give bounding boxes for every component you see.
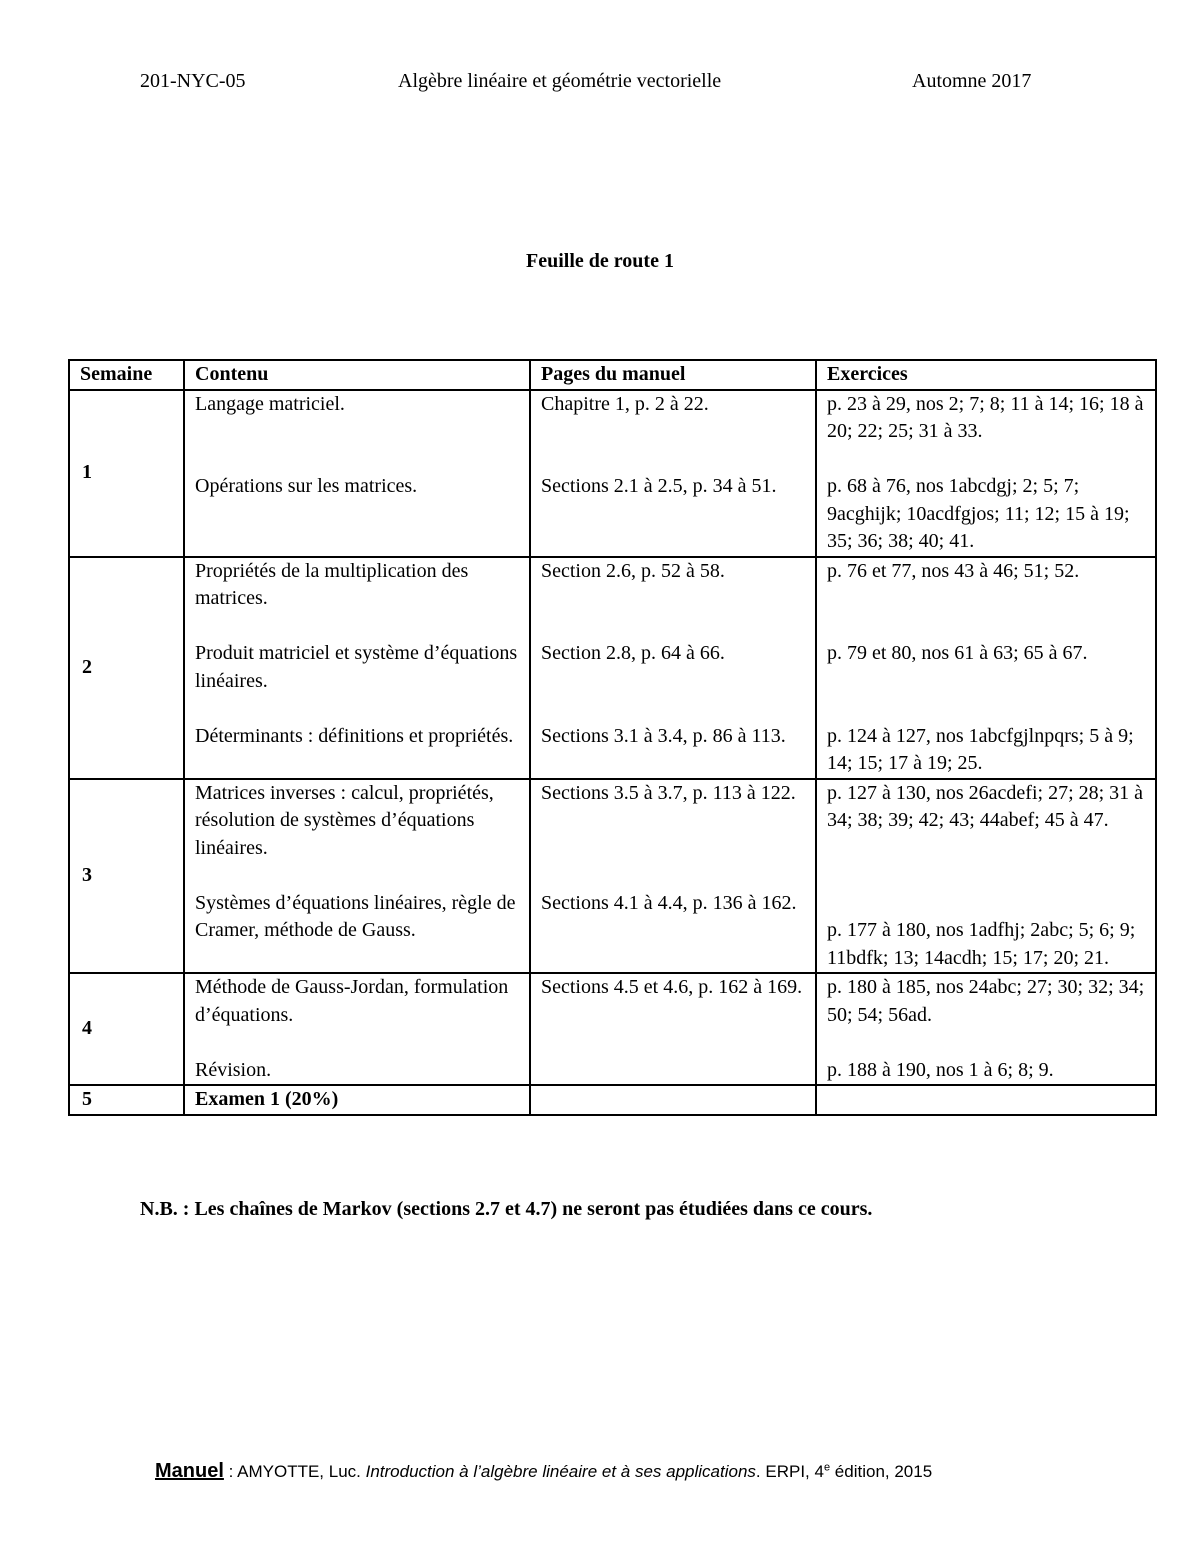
content-item: Méthode de Gauss-Jordan, formulation d’équations. [195, 976, 509, 1026]
content-cell [184, 973, 530, 1085]
week-number: 4 [69, 973, 184, 1085]
footer-edition: édition, 2015 [830, 1462, 933, 1481]
table-row [69, 1085, 1156, 1115]
exercises-item: p. 180 à 185, nos 24abc; 27; 30; 32; 34; 50; 54; 56ad. [827, 976, 1145, 1026]
exercises-cell [816, 779, 1156, 974]
exercises-cell [816, 1085, 1156, 1115]
note: N.B. : Les chaînes de Markov (sections 2.7 et 4.7) ne seront pas étudiées dans ce cours. [140, 1198, 873, 1220]
header-week: Semaine [69, 360, 184, 390]
exam-cell: Examen 1 (20%) [184, 1085, 530, 1115]
footer-publisher: . ERPI, 4 [755, 1462, 824, 1481]
pages-item: Sections 4.1 à 4.4, p. 136 à 162. [541, 891, 797, 914]
week-number: 3 [69, 779, 184, 974]
footer-reference [155, 1460, 932, 1483]
footer-book-title: Introduction à l’algèbre linéaire et à ses applications [365, 1462, 756, 1481]
pages-item: Chapitre 1, p. 2 à 22. [541, 392, 709, 415]
content-cell [184, 557, 530, 779]
footer-author: AMYOTTE, Luc. [237, 1462, 366, 1481]
exercises-item: p. 68 à 76, nos 1abcdgj; 2; 5; 7; 9acghijk; 10acdfgjos; 11; 12; 15 à 19; 35; 36; 38; 40; 41. [827, 475, 1130, 552]
footer-edition-sup: e [823, 1461, 831, 1474]
exercises-item: p. 124 à 127, nos 1abcfgjlnpqrs; 5 à 9; 14; 15; 17 à 19; 25. [827, 724, 1134, 774]
week-number: 2 [69, 557, 184, 779]
course-code: 201-NYC-05 [140, 70, 246, 92]
pages-cell [530, 973, 816, 1085]
content-item: Matrices inverses : calcul, propriétés, résolution de systèmes d’équations linéaires. [195, 781, 494, 859]
footer-label: Manuel [155, 1460, 224, 1482]
exercises-cell [816, 557, 1156, 779]
pages-item: Sections 3.1 à 3.4, p. 86 à 113. [541, 724, 786, 747]
pages-item: Sections 4.5 et 4.6, p. 162 à 169. [541, 976, 803, 998]
pages-item: Section 2.8, p. 64 à 66. [541, 642, 725, 664]
pages-cell [530, 779, 816, 974]
pages-cell [530, 390, 816, 557]
content-item: Langage matriciel. [195, 392, 345, 415]
document-title: Feuille de route 1 [526, 250, 674, 272]
exercises-item: p. 79 et 80, nos 61 à 63; 65 à 67. [827, 642, 1088, 664]
week-number: 1 [69, 390, 184, 557]
exercises-cell [816, 390, 1156, 557]
content-item: Propriétés de la multiplication des matrices. [195, 559, 469, 609]
page-header [0, 70, 1200, 100]
exercises-item: p. 177 à 180, nos 1adfhj; 2abc; 5; 6; 9; 11bdfk; 13; 14acdh; 15; 17; 20; 21. [827, 919, 1136, 969]
header-content: Contenu [184, 360, 530, 390]
content-item: Révision. [195, 1058, 272, 1081]
table-row [69, 390, 1156, 557]
week-number: 5 [69, 1085, 184, 1115]
pages-cell [530, 557, 816, 779]
pages-item: Sections 2.1 à 2.5, p. 34 à 51. [541, 475, 777, 497]
exercises-item: p. 76 et 77, nos 43 à 46; 51; 52. [827, 559, 1080, 582]
pages-cell [530, 1085, 816, 1115]
content-item: Opérations sur les matrices. [195, 475, 418, 497]
pages-item: Section 2.6, p. 52 à 58. [541, 559, 725, 582]
content-cell [184, 390, 530, 557]
schedule-table [68, 359, 1157, 1116]
content-item: Déterminants : définitions et propriétés. [195, 724, 514, 747]
exercises-item: p. 23 à 29, nos 2; 7; 8; 11 à 14; 16; 18 à 20; 22; 25; 31 à 33. [827, 392, 1144, 442]
content-item: Produit matriciel et système d’équations linéaires. [195, 642, 518, 692]
exercises-item: p. 188 à 190, nos 1 à 6; 8; 9. [827, 1058, 1054, 1081]
term: Automne 2017 [912, 70, 1032, 92]
table-row [69, 557, 1156, 779]
course-name: Algèbre linéaire et géométrie vectorielle [398, 70, 722, 92]
exercises-cell [816, 973, 1156, 1085]
table-row [69, 779, 1156, 974]
pages-item: Sections 3.5 à 3.7, p. 113 à 122. [541, 781, 796, 804]
footer-separator: : [223, 1462, 238, 1481]
header-pages: Pages du manuel [530, 360, 816, 390]
content-item: Systèmes d’équations linéaires, règle de Cramer, méthode de Gauss. [195, 891, 516, 941]
header-exercises: Exercices [816, 360, 1156, 390]
content-cell [184, 779, 530, 974]
table-row [69, 973, 1156, 1085]
table-header-row [69, 360, 1156, 390]
exercises-item: p. 127 à 130, nos 26acdefi; 27; 28; 31 à 34; 38; 39; 42; 43; 44abef; 45 à 47. [827, 781, 1144, 831]
